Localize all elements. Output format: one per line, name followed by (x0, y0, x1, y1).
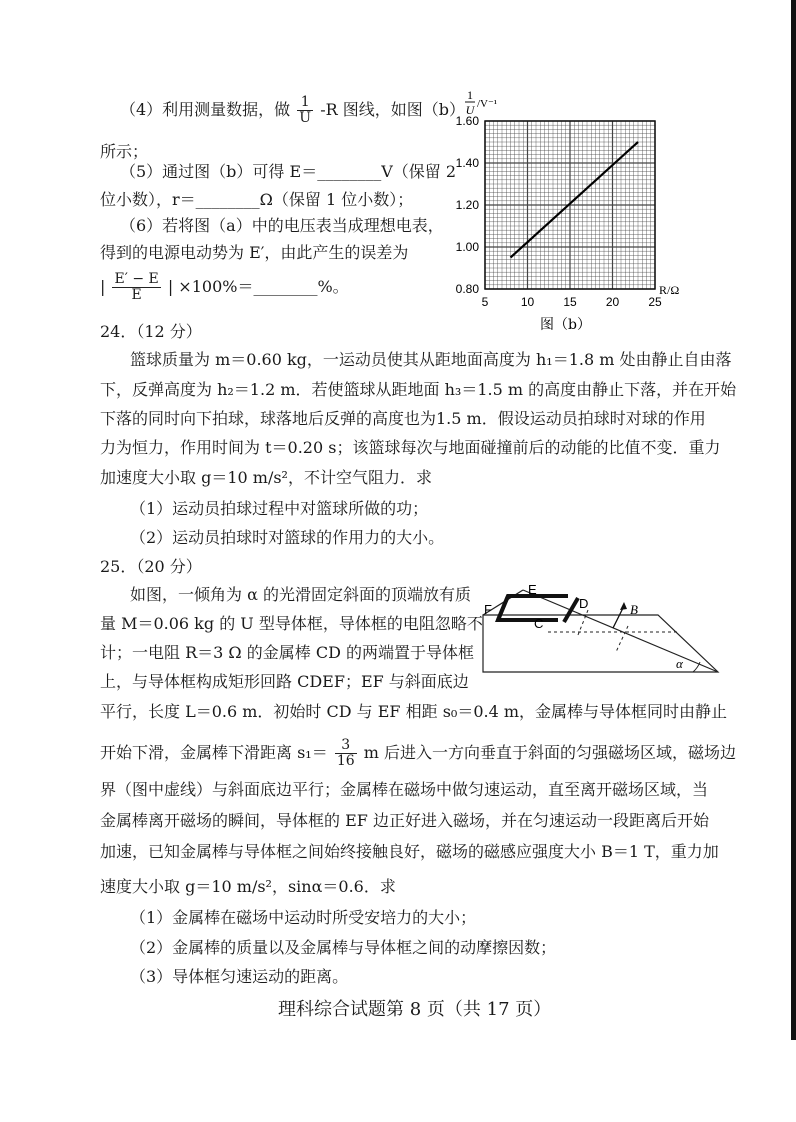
s1-frac-den: 16 (336, 753, 355, 769)
q25-line-6-pre: 开始下滑，金属棒下滑距离 s₁＝ (100, 743, 328, 762)
label-F: F (484, 602, 492, 617)
q24-line-3: 下落的同时向下拍球，球落地后反弹的高度也为1.5 m．假设运动员拍球时对球的作用 (100, 409, 706, 428)
item-5-line-2: 位小数），r＝________Ω（保留 1 位小数）； (100, 190, 414, 209)
x-tick-label: 15 (563, 295, 577, 309)
q25-line-6-post: m 后进入一方向垂直于斜面的匀强磁场区域，磁场边 (363, 743, 736, 762)
item-6-line-2: 得到的电源电动势为 E′，由此产生的误差为 (100, 243, 409, 262)
error-rest: | ×100%＝________%。 (167, 277, 349, 296)
q24-heading: 24．（12 分） (100, 322, 202, 341)
error-frac-num: E′ − E (114, 271, 159, 287)
q24-sub-1: （1）运动员拍球过程中对篮球所做的功； (130, 499, 429, 518)
q25-heading: 25．（20 分） (100, 557, 202, 576)
chart-title: 图（b） (540, 317, 591, 333)
item-4-line-2: 所示； (100, 142, 149, 161)
q25-line-6 (100, 738, 736, 769)
q25-line-1: 如图，一倾角为 α 的光滑固定斜面的顶端放有质 (130, 585, 471, 604)
item-4-fraction (297, 95, 313, 126)
item-4-text: （4）利用测量数据，做 (120, 100, 291, 119)
page-edge-bar (791, 0, 796, 1040)
item-6-line-3 (100, 272, 349, 303)
q25-sub-1: （1）金属棒在磁场中运动时所受安培力的大小； (130, 908, 477, 927)
y-axis-label-den: U (465, 103, 475, 117)
chart-svg (440, 85, 700, 335)
y-axis-label-unit: /V⁻¹ (477, 98, 498, 110)
x-tick-label: 20 (605, 295, 620, 309)
q24-line-1: 篮球质量为 m＝0.60 kg，一运动员使其从距地面高度为 h₁＝1.8 m 处由静止自由落 (130, 350, 732, 369)
y-tick-label: 1.40 (455, 156, 479, 170)
q25-line-4: 上，与导体框构成矩形回路 CDEF；EF 与斜面底边 (100, 672, 469, 691)
abs-bar-left: | (100, 277, 106, 296)
incline-diagram (478, 580, 733, 680)
error-frac-den: E (131, 287, 142, 303)
item-4-frac-den: U (299, 110, 312, 126)
s1-frac-num: 3 (335, 738, 357, 754)
q25-sub-3: （3）导体框匀速运动的距离。 (130, 967, 349, 986)
incline-svg (478, 580, 733, 680)
q25-line-2: 量 M＝0.06 kg 的 U 型导体框，导体框的电阻忽略不 (100, 614, 483, 633)
label-B: B (630, 602, 638, 617)
q25-line-3: 计；一电阻 R＝3 Ω 的金属棒 CD 的两端置于导体框 (100, 643, 474, 662)
page-footer: 理科综合试题第 8 页（共 17 页） (278, 999, 552, 1020)
y-tick-label: 0.80 (455, 282, 479, 296)
q25-line-9: 加速，已知金属棒与导体框之间始终接触良好，磁场的磁感应强度大小 B＝1 T，重力加 (100, 842, 719, 861)
item-6-line: （6）若将图（a）中的电压表当成理想电表， (120, 216, 444, 235)
x-tick-label: 25 (648, 295, 662, 309)
y-tick-label: 1.20 (455, 198, 479, 212)
q24-line-4: 力为恒力，作用时间为 t＝0.20 s；该篮球每次与地面碰撞前后的动能的比值不变．重力 (100, 438, 721, 457)
item-4-line (120, 95, 465, 126)
y-tick-label: 1.60 (455, 114, 479, 128)
label-E: E (528, 582, 537, 597)
x-tick-label: 5 (481, 295, 489, 309)
q25-line-10: 速度大小取 g＝10 m/s²，sinα＝0.6．求 (100, 877, 396, 896)
q24-line-2: 下，反弹高度为 h₂＝1.2 m．若使篮球从距地面 h₃＝1.5 m 的高度由静止下落，并在开始 (100, 380, 737, 399)
label-D: D (579, 596, 589, 611)
label-C: C (534, 616, 544, 631)
error-fraction (112, 272, 160, 303)
chart-b (440, 85, 700, 335)
y-axis-label-num: 1 (467, 88, 473, 102)
q25-sub-2: （2）金属棒的质量以及金属棒与导体框之间的动摩擦因数； (130, 938, 557, 957)
q25-line-8: 金属棒离开磁场的瞬间，导体框的 EF 边正好进入磁场，并在匀速运动一段距离后开始 (100, 811, 709, 830)
label-alpha: α (676, 656, 683, 671)
x-tick-label: 10 (520, 295, 535, 309)
item-4-rest: -R 图线，如图（b） (320, 100, 465, 119)
y-tick-label: 1.00 (455, 240, 479, 254)
q24-line-5: 加速度大小取 g＝10 m/s²，不计空气阻力．求 (100, 468, 432, 487)
x-axis-label: R/Ω (659, 283, 680, 297)
s1-fraction (335, 738, 357, 769)
item-4-frac-num: 1 (297, 95, 313, 111)
q25-line-7: 界（图中虚线）与斜面底边平行；金属棒在磁场中做匀速运动，直至离开磁场区域，当 (100, 780, 709, 799)
q24-sub-2: （2）运动员拍球时对篮球的作用力的大小。 (130, 528, 445, 547)
item-5-line: （5）通过图（b）可得 E＝________V（保留 2 (120, 162, 457, 181)
q25-line-5: 平行，长度 L＝0.6 m．初始时 CD 与 EF 相距 s₀＝0.4 m，金属棒与导体框同时由静止 (100, 702, 728, 721)
